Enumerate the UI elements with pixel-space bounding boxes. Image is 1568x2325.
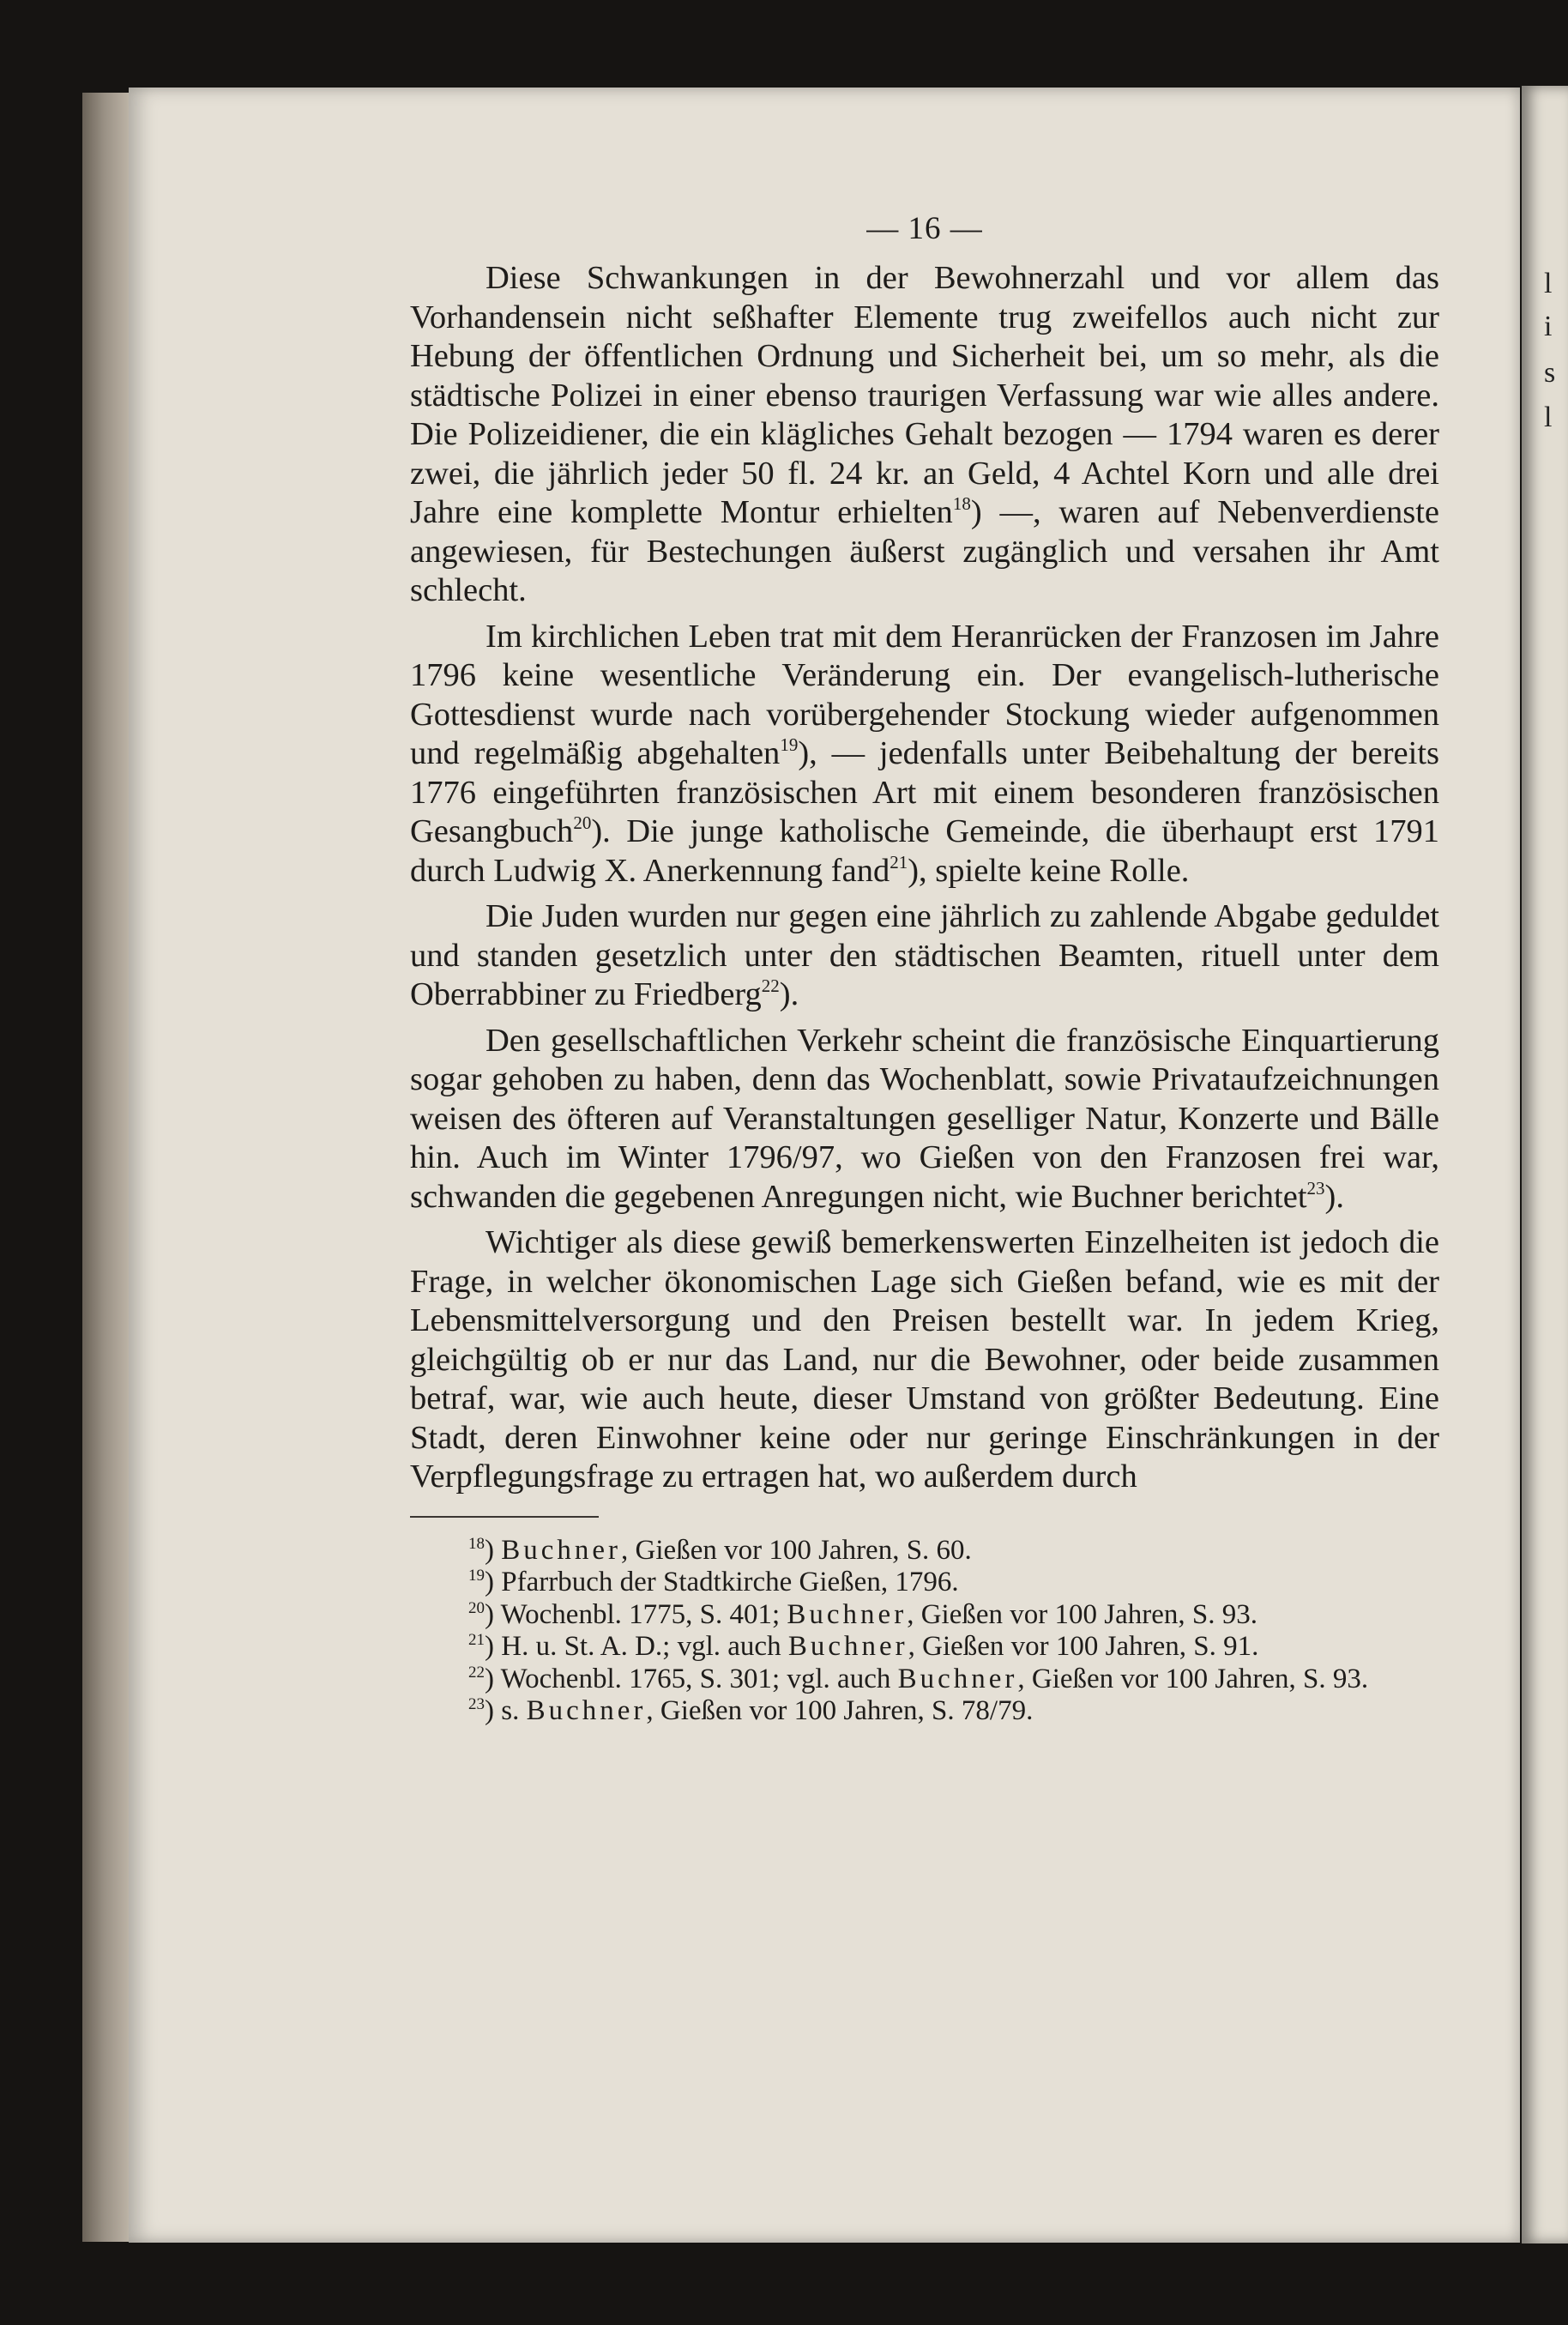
footnote-reference[interactable]: 20 xyxy=(573,812,592,833)
author-name: Buchner xyxy=(897,1663,1018,1694)
adjacent-page-fragment: s xyxy=(1544,357,1556,389)
footnote-number: 18 xyxy=(468,1534,485,1553)
footnote-text: ) H. u. St. A. D.; vgl. auch xyxy=(485,1631,788,1662)
footnote-number: 23 xyxy=(468,1695,485,1713)
text-block xyxy=(410,210,1439,1728)
author-name: Buchner xyxy=(787,1631,908,1662)
footnote xyxy=(410,1695,1439,1728)
paragraph-text: ), spielte keine Rolle. xyxy=(908,852,1190,889)
author-name: Buchner xyxy=(787,1598,908,1630)
footnote-reference[interactable]: 19 xyxy=(780,734,799,755)
adjacent-page-fragment: i xyxy=(1544,311,1553,342)
footnote-reference[interactable]: 23 xyxy=(1306,1177,1325,1199)
footnote-rule xyxy=(410,1516,599,1518)
footnote-text: ) Wochenbl. 1765, S. 301; vgl. auch xyxy=(485,1663,898,1694)
paragraph-text: ). xyxy=(1324,1178,1344,1215)
paragraph xyxy=(410,618,1439,891)
paragraph-text: Diese Schwankungen in der Bewohnerzahl und vor allem das Vorhandensein nicht seßhafter Elemente trug zweifellos auch nicht zur Hebung der öffentlichen Ordnung und Sicherheit bei, um so mehr, als die städtische Polizei in einer ebenso traurigen Verfassung war wie alles andere. Die Polizeidiener, die ein klägliches Gehalt bezogen — 1794 waren es derer zwei, die jährlich jeder 50 fl. 24 kr. an Geld, 4 Achtel Korn und alle drei Jahre eine komplette Montur erhielten xyxy=(410,260,1439,530)
paragraph-text: ) —, waren auf Nebenverdienste angewiesen, für Bestechungen äußerst zugänglich und versahen ihr Amt schlecht. xyxy=(410,494,1439,608)
footnote-text: , Gießen vor 100 Jahren, S. 60. xyxy=(621,1534,972,1566)
footnote-text: , Gießen vor 100 Jahren, S. 93. xyxy=(907,1598,1257,1630)
footnote-reference[interactable]: 18 xyxy=(952,493,971,514)
paragraph xyxy=(410,1223,1439,1497)
footnote-number: 20 xyxy=(468,1598,485,1617)
footnote-number: 22 xyxy=(468,1663,485,1682)
adjacent-page-fragment: l xyxy=(1544,402,1553,433)
paragraph-text: Wichtiger als diese gewiß bemerkenswerten Einzelheiten ist jedoch die Frage, in welcher ökonomischen Lage sich Gießen befand, wie es mit der Lebensmittelversorgung und den Preisen bestellt war. In jedem Krieg, gleichgültig ob er nur das Land, nur die Bewohner, oder beide zusammen betraf, war, wie auch heute, dieser Umstand von größter Bedeutung. Eine Stadt, deren Einwohner keine oder nur geringe Einschränkungen in der Verpflegungsfrage zu ertragen hat, wo außerdem durch xyxy=(410,1224,1439,1495)
footnotes xyxy=(410,1535,1439,1728)
footnote-text: , Gießen vor 100 Jahren, S. 93. xyxy=(1017,1663,1369,1694)
footnote-reference[interactable]: 22 xyxy=(761,975,780,996)
footnote-number: 21 xyxy=(468,1631,485,1649)
footnote-text: , Gießen vor 100 Jahren, S. 91. xyxy=(908,1631,1259,1662)
footnote-reference[interactable]: 21 xyxy=(890,851,908,873)
footnote xyxy=(410,1599,1439,1632)
paragraph xyxy=(410,1022,1439,1217)
paragraph-text: ). xyxy=(779,976,799,1012)
paragraph xyxy=(410,897,1439,1015)
paragraph-text: ), — jedenfalls unter Beibehaltung der bereits 1776 eingeführten französischen Art mit einem besonderen französischen Gesangbuch xyxy=(410,735,1439,849)
author-name: Buchner xyxy=(501,1534,622,1566)
body-text xyxy=(410,259,1439,1497)
adjacent-page-fragment: l xyxy=(1544,268,1553,299)
page-number: — 16 — xyxy=(866,211,983,246)
footnote xyxy=(410,1567,1439,1599)
paragraph xyxy=(410,259,1439,611)
paragraph-text: Im kirchlichen Leben trat mit dem Heranrücken der Franzosen im Jahre 1796 keine wesentliche Veränderung ein. Der evangelisch-lutherische Gottesdienst wurde nach vorübergehender Stockung wieder aufgenommen und regelmäßig abgehalten xyxy=(410,618,1439,771)
footnote-text: , Gießen vor 100 Jahren, S. 78/79. xyxy=(646,1695,1034,1726)
paragraph-text: ). Die junge katholische Gemeinde, die überhaupt erst 1791 durch Ludwig X. Anerkennung fand xyxy=(410,813,1439,889)
footnote xyxy=(410,1664,1439,1696)
paragraph-text: Den gesellschaftlichen Verkehr scheint die französische Einquartierung sogar gehoben zu haben, denn das Wochenblatt, sowie Privataufzeichnungen weisen des öfteren auf Veranstaltungen geselliger Natur, Konzerte und Bälle hin. Auch im Winter 1796/97, wo Gießen von den Franzosen frei war, schwanden die gegebenen Anregungen nicht, wie Buchner berichtet xyxy=(410,1022,1439,1215)
footnote xyxy=(410,1535,1439,1567)
adjacent-page-edge xyxy=(1522,86,1568,2243)
footnote-text: ) xyxy=(485,1534,502,1566)
footnote-text: ) Pfarrbuch der Stadtkirche Gießen, 1796. xyxy=(485,1567,959,1597)
footnote-number: 19 xyxy=(468,1567,485,1585)
footnote-text: ) Wochenbl. 1775, S. 401; xyxy=(485,1598,787,1630)
paragraph-text: Die Juden wurden nur gegen eine jährlich zu zahlende Abgabe geduldet und standen gesetzlich unter den städtischen Beamten, rituell unter dem Oberrabbiner zu Friedberg xyxy=(410,898,1439,1012)
footnote xyxy=(410,1631,1439,1664)
footnote-text: ) s. xyxy=(485,1695,527,1726)
author-name: Buchner xyxy=(526,1695,647,1726)
